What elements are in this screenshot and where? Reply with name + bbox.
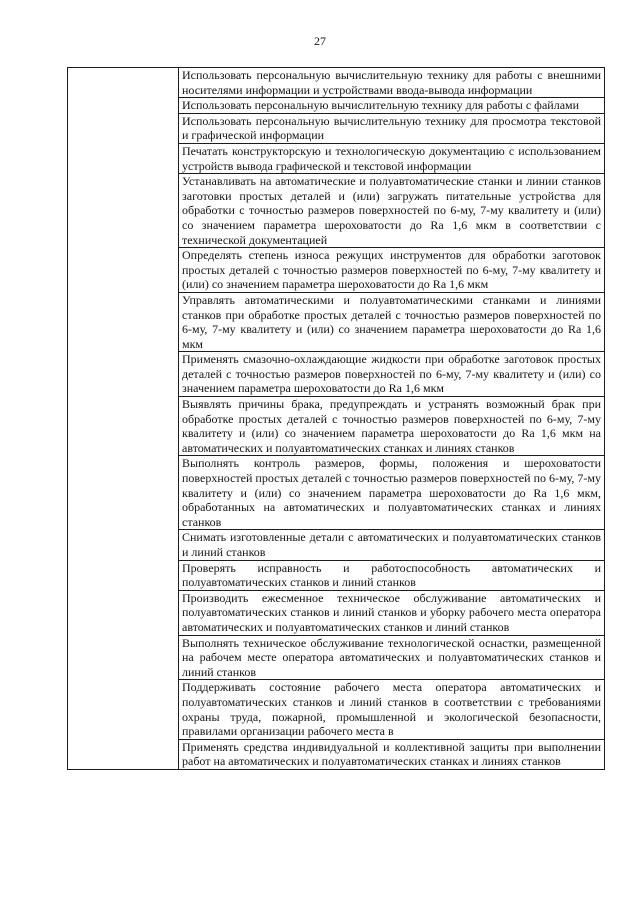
table-cell: Выполнять техническое обслуживание технологической оснастки, размещенной на рабочем месте оператора автоматических и полуавтоматических станков и линий станков: [179, 635, 605, 680]
table-cell: Снимать изготовленные детали с автоматических и полуавтоматических станков и линий станков: [179, 530, 605, 560]
table-cell: Печатать конструкторскую и технологическую документацию с использованием устройств вывода графической и текстовой информации: [179, 143, 605, 173]
left-column-cell: [68, 68, 179, 770]
table-cell: Производить ежесменное техническое обслуживание автоматических и полуавтоматических станков и линий станков и уборку рабочего места оператора автоматических и полуавтоматических станков и линий станков: [179, 590, 605, 635]
skills-table: [67, 67, 605, 770]
page-number: 27: [314, 34, 326, 48]
table-cell: Использовать персональную вычислительную технику для просмотра текстовой и графической информации: [179, 113, 605, 143]
table-cell: Использовать персональную вычислительную технику для работы с внешними носителями информации и устройствами ввода-вывода информации: [179, 68, 605, 98]
table-row: [68, 68, 605, 98]
table-cell: Поддерживать состояние рабочего места оператора автоматических и полуавтоматических станков и линий станков в соответствии с требованиями охраны труда, пожарной, промышленной и экологической безопасности, правилами организации рабочего места в: [179, 680, 605, 739]
table-cell: Проверять исправность и работоспособность автоматических и полуавтоматических станков и линий станков: [179, 560, 605, 590]
table-cell: Выявлять причины брака, предупреждать и устранять возможный брак при обработке простых деталей с точностью размеров поверхностей по 6-му, 7-му квалитету и (или) со значением параметра шероховатости до Ra 1,6 мкм на автоматических и полуавтоматических станках и линиях станков: [179, 397, 605, 456]
table-cell: Применять смазочно-охлаждающие жидкости при обработке заготовок простых деталей с точностью размеров поверхностей по 6-му, 7-му квалитету и (или) со значением параметра шероховатости до Ra 1,6 мкм: [179, 352, 605, 397]
table-cell: Применять средства индивидуальной и коллективной защиты при выполнении работ на автоматических и полуавтоматических станках и линиях станков: [179, 739, 605, 769]
table-cell: Определять степень износа режущих инструментов для обработки заготовок простых деталей с точностью размеров поверхностей по 6-му, 7-му квалитету и (или) со значением параметра шероховатости до Ra 1,6 мкм: [179, 248, 605, 293]
table-cell: Использовать персональную вычислительную технику для работы с файлами: [179, 98, 605, 114]
table-cell: Выполнять контроль размеров, формы, положения и шероховатости поверхностей простых деталей с точностью размеров поверхностей по 6-му, 7-му квалитету и (или) со значением параметра шероховатости до Ra 1,6 мкм, обработанных на автоматических и полуавтоматических станках и линиях станков: [179, 456, 605, 530]
table-cell: Управлять автоматическими и полуавтоматическими станками и линиями станков при обработке простых деталей с точностью размеров поверхностей по 6-му, 7-му квалитету и (или) со значением параметра шероховатости до Ra 1,6 мкм: [179, 292, 605, 351]
table-cell: Устанавливать на автоматические и полуавтоматические станки и линии станков заготовки простых деталей и (или) загружать питательные устройства для обработки с точностью размеров поверхностей по 6-му, 7-му квалитету и (или) со значением параметра шероховатости до Ra 1,6 мкм в соответствии с технической документацией: [179, 174, 605, 248]
